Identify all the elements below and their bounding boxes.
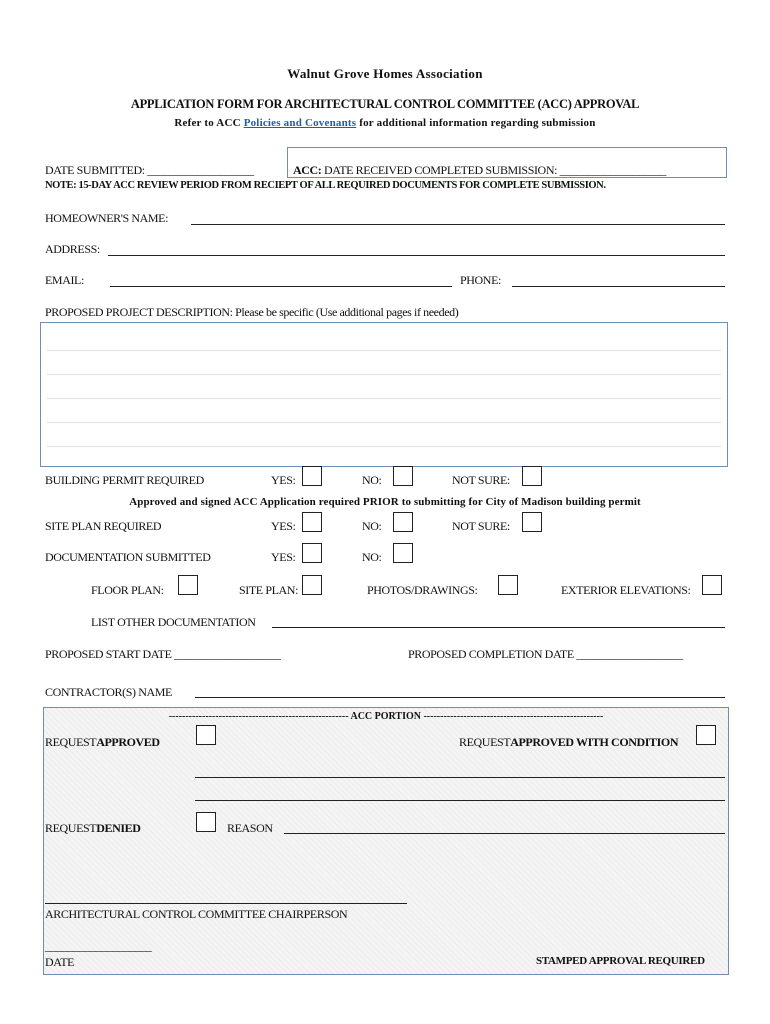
site-plan-notsure-label: NOT SURE: [452, 519, 510, 533]
site-plan-yes-label: YES: [271, 519, 296, 533]
building-permit-yes-checkbox[interactable] [302, 466, 322, 486]
request-word-2: REQUEST [459, 735, 511, 749]
documentation-no-label: NO: [362, 550, 382, 564]
acc-received-text: DATE RECEIVED COMPLETED SUBMISSION: ___________________ [324, 163, 667, 177]
refer-pre: Refer to ACC [174, 117, 241, 129]
refer-post: for additional information regarding submission [359, 117, 596, 129]
approved-condition-word: APPROVED WITH CONDITION [510, 735, 679, 749]
reason-label: REASON [227, 821, 273, 835]
floor-plan-label: FLOOR PLAN: [91, 583, 164, 597]
request-denied-checkbox[interactable] [196, 812, 216, 832]
floor-plan-checkbox[interactable] [178, 575, 198, 595]
condition-line-2[interactable] [195, 800, 725, 801]
email-input[interactable] [110, 286, 452, 287]
refer-line [0, 117, 770, 129]
project-desc-label: PROPOSED PROJECT DESCRIPTION: Please be specific (Use additional pages if needed) [45, 305, 459, 319]
site-plan-notsure-checkbox[interactable] [522, 512, 542, 532]
project-desc-input[interactable] [40, 322, 728, 467]
request-approved-condition-checkbox[interactable] [696, 725, 716, 745]
chairperson-label: ARCHITECTURAL CONTROL COMMITTEE CHAIRPERSON [45, 907, 348, 921]
site-plan-no-label: NO: [362, 519, 382, 533]
building-permit-notsure-label: NOT SURE: [452, 473, 510, 487]
date-label: DATE [45, 955, 75, 969]
site-plan-no-checkbox[interactable] [393, 512, 413, 532]
request-word: REQUEST [45, 735, 97, 749]
site-plan-yes-checkbox[interactable] [302, 512, 322, 532]
email-label: EMAIL: [45, 273, 84, 287]
acc-portion-heading: ------------------------------------------------------ ACC PORTION ------------------------------------------------------ [168, 711, 604, 722]
documentation-no-checkbox[interactable] [393, 543, 413, 563]
chairperson-signature-line[interactable] [45, 903, 407, 904]
completion-date: PROPOSED COMPLETION DATE ___________________ [408, 647, 683, 661]
condition-line-1[interactable] [195, 777, 725, 778]
request-denied-label [45, 821, 140, 836]
phone-label: PHONE: [460, 273, 501, 287]
request-approved-label [45, 735, 160, 750]
exterior-label: EXTERIOR ELEVATIONS: [561, 583, 691, 597]
building-permit-no-checkbox[interactable] [393, 466, 413, 486]
documentation-label: DOCUMENTATION SUBMITTED [45, 550, 211, 564]
documentation-yes-label: YES: [271, 550, 296, 564]
phone-input[interactable] [512, 286, 725, 287]
site-plan-doc-checkbox[interactable] [302, 575, 322, 595]
org-name: Walnut Grove Homes Association [287, 66, 483, 81]
list-other-label: LIST OTHER DOCUMENTATION [91, 615, 256, 629]
exterior-checkbox[interactable] [702, 575, 722, 595]
reason-input[interactable] [284, 833, 725, 834]
approved-note: Approved and signed ACC Application required PRIOR to submitting for City of Madison building permit [129, 496, 641, 508]
photos-checkbox[interactable] [498, 575, 518, 595]
site-plan-doc-label: SITE PLAN: [239, 583, 299, 597]
address-input[interactable] [108, 255, 725, 256]
date-blank: ___________________ [45, 939, 152, 953]
denied-word: DENIED [96, 821, 141, 835]
request-word-3: REQUEST [45, 821, 97, 835]
building-permit-yes-label: YES: [271, 473, 296, 487]
contractor-input[interactable] [195, 697, 725, 698]
site-plan-label: SITE PLAN REQUIRED [45, 519, 162, 533]
documentation-yes-checkbox[interactable] [302, 543, 322, 563]
address-label: ADDRESS: [45, 242, 100, 256]
building-permit-label: BUILDING PERMIT REQUIRED [45, 473, 204, 487]
policies-link[interactable]: Policies and Covenants [243, 117, 357, 129]
date-submitted: DATE SUBMITTED: ___________________ [45, 163, 254, 177]
building-permit-no-label: NO: [362, 473, 382, 487]
request-approved-condition-label [459, 735, 678, 750]
acc-label: ACC: [293, 163, 322, 177]
acc-received [293, 163, 666, 178]
photos-label: PHOTOS/DRAWINGS: [367, 583, 478, 597]
stamped-approval: STAMPED APPROVAL REQUIRED [536, 955, 705, 967]
homeowner-input[interactable] [191, 224, 725, 225]
review-note: NOTE: 15-DAY ACC REVIEW PERIOD FROM RECIEPT OF ALL REQUIRED DOCUMENTS FOR COMPLETE SUBMISSION. [45, 180, 606, 191]
homeowner-label: HOMEOWNER'S NAME: [45, 211, 169, 225]
building-permit-notsure-checkbox[interactable] [522, 466, 542, 486]
form-title: APPLICATION FORM FOR ARCHITECTURAL CONTROL COMMITTEE (ACC) APPROVAL [130, 97, 640, 111]
list-other-input[interactable] [272, 627, 725, 628]
start-date: PROPOSED START DATE ___________________ [45, 647, 281, 661]
approved-word: APPROVED [96, 735, 160, 749]
request-approved-checkbox[interactable] [196, 725, 216, 745]
contractor-label: CONTRACTOR(S) NAME [45, 685, 172, 699]
